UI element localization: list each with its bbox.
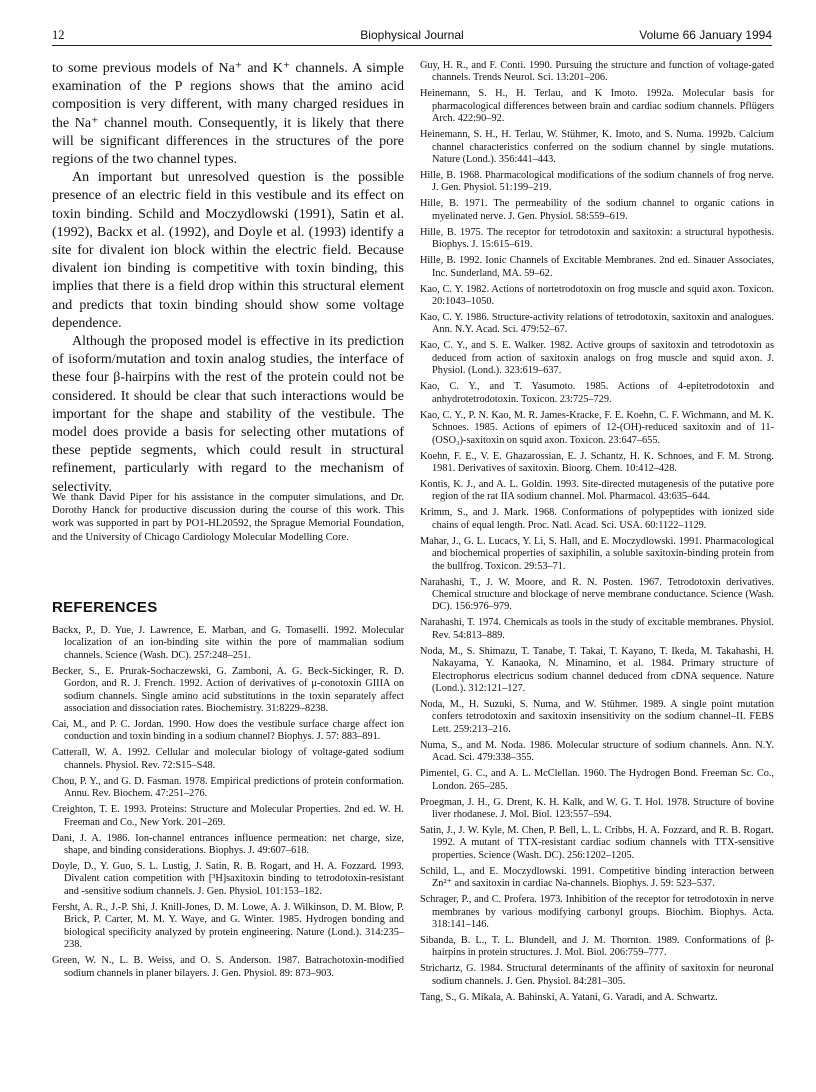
running-header bbox=[52, 28, 772, 44]
reference-item: Tang, S., G. Mikala, A. Bahinski, A. Yatani, G. Varadi, and A. Schwartz. bbox=[420, 991, 718, 1003]
reference-item: Krimm, S., and J. Mark. 1968. Conformations of polypeptides with ionized side chains of equal length. Proc. Natl. Acad. Sci. USA. 60:1122–1129. bbox=[420, 507, 774, 531]
reference-list-right bbox=[420, 60, 774, 1008]
reference-item: Green, W. N., L. B. Weiss, and O. S. Anderson. 1987. Batrachotoxin-modified sodium channels in planer bilayers. J. Gen. Physiol. 89: 873–903. bbox=[52, 955, 404, 979]
reference-item: Numa, S., and M. Noda. 1986. Molecular structure of sodium channels. Ann. N.Y. Acad. Sci. 479:338–355. bbox=[420, 739, 774, 764]
reference-item: Pimentel, G. C., and A. L. McClellan. 1960. The Hydrogen Bond. Freeman Sc. Co., London. 265–285. bbox=[420, 768, 774, 792]
journal-title: Biophysical Journal bbox=[360, 28, 464, 42]
reference-item: Heinemann, S. H., H. Terlau, W. Stühmer, K. Imoto, and S. Numa. 1992b. Calcium channel characteristics conferred on the sodium channel by single mutations. Nature (Lond.). 356:441–443. bbox=[420, 129, 774, 166]
reference-item: Satin, J., J. W. Kyle, M. Chen, P. Bell, L. L. Cribbs, H. A. Fozzard, and R. B. Rogart. 1992. A mutant of TTX-resistant cardiac sodium channels with TTX-sensitive properties. Science (Wash. DC). 256:1202–1205. bbox=[420, 825, 774, 861]
reference-item: Kao, C. Y., and S. E. Walker. 1982. Active groups of saxitoxin and tetrodotoxin as deduced from action of saxitoxin analogs on frog muscle and squid axon. J. Physiol. (Lond.). 323:619–637. bbox=[420, 340, 774, 377]
reference-item: Kao, C. Y. 1982. Actions of nortetrodotoxin on frog muscle and squid axon. Toxicon. 20:1043–1050. bbox=[420, 283, 774, 308]
reference-item: Catterall, W. A. 1992. Cellular and molecular biology of voltage-gated sodium channels. Physiol. Rev. 72:S15–S48. bbox=[52, 747, 404, 771]
reference-item: Hille, B. 1975. The receptor for tetrodotoxin and saxitoxin: a structural hypothesis. Biophys. J. 15:615–619. bbox=[420, 226, 774, 251]
reference-item: Hille, B. 1968. Pharmacological modifications of the sodium channels of frog nerve. J. Gen. Physiol. 51:199–219. bbox=[420, 170, 774, 194]
reference-item: Hille, B. 1992. Ionic Channels of Excitable Membranes. 2nd ed. Sinauer Associates, Inc. Sunderland, MA. 59–62. bbox=[420, 255, 774, 279]
reference-item: Schild, L., and E. Moczydlowski. 1991. Competitive binding interaction between Zn²⁺ and saxitoxin in cardiac Na-channels. Biophys. J. 59: 523–537. bbox=[420, 865, 774, 890]
reference-item: Noda, M., H. Suzuki, S. Numa, and W. Stühmer. 1989. A single point mutation confers tetrodotoxin and saxitoxin insensitivity on the sodium channel–II. FEBS Lett. 259:213–216. bbox=[420, 698, 774, 735]
reference-item: Kao, C. Y. 1986. Structure-activity relations of tetrodotoxin, saxitoxin and analogues. Ann. N.Y. Acad. Sci. 479:52–67. bbox=[420, 312, 774, 336]
reference-item: Mahar, J., G. L. Lucacs, Y. Li, S. Hall, and E. Moczydlowski. 1991. Pharmacological and biochemical properties of saxiphilin, a soluble saxitoxin-binding protein from the bullfrog. Toxicon. 29:53–71. bbox=[420, 535, 774, 572]
reference-item: Narahashi, T. 1974. Chemicals as tools in the study of excitable membranes. Physiol. Rev. 54:813–889. bbox=[420, 617, 774, 641]
body-paragraph: An important but unresolved question is the possible presence of an electric field in this vestibule and its effect on toxin binding. Schild and Moczydlowski (1991), Satin et al. (1992), Backx et al. (1992), and Doyle et al. (1993) identify a site for divalent ion block within the electric field. Because divalent ion binding is competitive with toxin binding, this implies that there is a field drop within this structural element and predicts that toxin binding should show some voltage dependence. bbox=[52, 170, 404, 331]
reference-item: Strichartz, G. 1984. Structural determinants of the affinity of saxitoxin for neuronal sodium channels. J. Gen. Physiol. 84:281–305. bbox=[420, 963, 774, 987]
reference-item: Doyle, D., Y. Guo, S. L. Lustig, J. Satin, R. B. Rogart, and H. A. Fozzard. 1993. Divalent cation competition with [³H]saxitoxin binding to tetrodotoxin-resistant and -sensitive sodium channels. J. Gen. Physiol. 101:153–182. bbox=[52, 861, 404, 897]
references-heading: REFERENCES bbox=[52, 599, 158, 616]
reference-item: Proegman, J. H., G. Drent, K. H. Kalk, and W. G. T. Hol. 1978. Structure of bovine liver rhodanese. J. Mol. Biol. 123:557–594. bbox=[420, 796, 774, 820]
volume-issue: Volume 66 January 1994 bbox=[639, 28, 772, 42]
reference-item: Kao, C. Y., and T. Yasumoto. 1985. Actions of 4-epitetrodotoxin and anhydrotetrodotoxin. Toxicon. 23:725–729. bbox=[420, 381, 774, 405]
acknowledgment: We thank David Piper for his assistance in the computer simulations, and Dr. Dorothy Hanck for productive discussion during the course of this work. This work was supported in part by PO1-HL20592, the Sprague Memorial Foundation, and the University of Chicago Cardiology Molecular Modelling Core. bbox=[52, 492, 404, 543]
reference-item: Narahashi, T., J. W. Moore, and R. N. Posten. 1967. Tetrodotoxin derivatives. Chemical structure and blockage of nerve membrane conductance. Science (Wash. DC). 156:976–979. bbox=[420, 576, 774, 613]
reference-item: Koehn, F. E., V. E. Ghazarossian, E. J. Schantz, H. K. Schnoes, and F. M. Strong. 1981. Derivatives of saxitoxin. Bioorg. Chem. 10:412–428. bbox=[420, 450, 774, 474]
reference-item: Becker, S., E. Prurak-Sochaczewski, G. Zamboni, A. G. Beck-Sickinger, R. D. Gordon, and R. J. French. 1992. Action of derivatives of μ-conotoxin GIIIA on sodium channels. Single amino acid substitutions in the toxin separately affect association and dissociation rates. Biochemistry. 31:8229–8238. bbox=[52, 665, 404, 715]
reference-item: Hille, B. 1971. The permeability of the sodium channel to organic cations in myelinated nerve. J. Gen. Physiol. 58:559–619. bbox=[420, 198, 774, 222]
reference-item: Schrager, P., and C. Profera. 1973. Inhibition of the receptor for tetrodotoxin in nerve membranes by various modifying carbonyl groups. Biochim. Biophys. Acta. 318:141–146. bbox=[420, 894, 774, 931]
reference-item: Kao, C. Y., P. N. Kao, M. R. James-Kracke, F. E. Koehn, C. F. Wichmann, and M. K. Schnoes. 1985. Actions of epimers of 12-(OH)-reduced saxitoxin and of 11-(OSO₃)-saxitoxin on squid axon. Toxicon. 23:647–655. bbox=[420, 409, 774, 446]
reference-item: Chou, P. Y., and G. D. Fasman. 1978. Empirical predictions of protein conformation. Annu. Rev. Biochem. 47:251–276. bbox=[52, 775, 404, 800]
reference-item: Heinemann, S. H., H. Terlau, and K Imoto. 1992a. Molecular basis for pharmacological differences between brain and cardiac sodium channels. Pflügers Arch. 422:90–92. bbox=[420, 88, 774, 125]
header-rule bbox=[52, 45, 772, 46]
reference-item: Cai, M., and P. C. Jordan. 1990. How does the vestibule surface charge affect ion conduction and toxin binding in a sodium channel? Biophys. J. 57: 883–891. bbox=[52, 719, 404, 743]
body-text-column bbox=[52, 60, 404, 497]
reference-item: Sibanda, B. L., T. L. Blundell, and J. M. Thornton. 1989. Conformations of β-hairpins in protein structures. J. Mol. Biol. 206:759–777. bbox=[420, 935, 774, 959]
reference-list-left bbox=[52, 625, 404, 984]
body-paragraph: to some previous models of Na⁺ and K⁺ channels. A simple examination of the P regions shows that the amino acid composition is very different, with many charged residues in the Na⁺ channel mouth. Consequently, it is likely that there will be significant differences in the structures of the pore regions of the two channel types. bbox=[52, 61, 404, 168]
reference-item: Backx, P., D. Yue, J. Lawrence, E. Marban, and G. Tomaselli. 1992. Molecular localization of an ion-binding site within the pore of mammalian sodium channels. Science (Wash. DC). 257:248–251. bbox=[52, 625, 404, 661]
reference-item: Noda, M., S. Shimazu, T. Tanabe, T. Takai, T. Kayano, T. Ikeda, M. Takahashi, H. Nakayama, Y. Kanaoka, N. Minamino, et al. 1984. Primary structure of Electrophorus electricus sodium channel deduced from cDNA sequence. Nature (Lond.). 312:121–127. bbox=[420, 645, 774, 694]
body-paragraph: Although the proposed model is effective in its prediction of isoform/mutation and toxin analog studies, the interface of these four β-hairpins with the rest of the protein could not be considered. It should be clear that such interactions would be important for the shape and stability of the vestibule. The model does provide a basis for selecting other mutations of these peptide segments, which could result in structural refinement, particularly with regard to the mechanism of selectivity. bbox=[52, 334, 404, 495]
reference-item: Kontis, K. J., and A. L. Goldin. 1993. Site-directed mutagenesis of the putative pore region of the rat IIA sodium channel. Mol. Pharmacol. 43:635–644. bbox=[420, 478, 774, 503]
reference-item: Fersht, A. R., J.-P. Shi, J. Knill-Jones, D. M. Lowe, A. J. Wilkinson, D. M. Blow, P. Brick, P. Carter, M. M. Y. Waye, and G. Winter. 1985. Hydrogen bonding and biological specificity analyzed by protein engineering. Nature (Lond.). 314:235–238. bbox=[52, 901, 404, 951]
reference-item: Creighton, T. E. 1993. Proteins: Structure and Molecular Properties. 2nd ed. W. H. Freeman and Co., New York. 201–269. bbox=[52, 804, 404, 828]
reference-item: Guy, H. R., and F. Conti. 1990. Pursuing the structure and function of voltage-gated channels. Trends Neurol. Sci. 13:201–206. bbox=[420, 60, 774, 84]
page-number: 12 bbox=[52, 28, 65, 42]
reference-item: Dani, J. A. 1986. Ion-channel entrances influence permeation: net charge, size, shape, and binding considerations. Biophys. J. 49:607–618. bbox=[52, 832, 404, 857]
